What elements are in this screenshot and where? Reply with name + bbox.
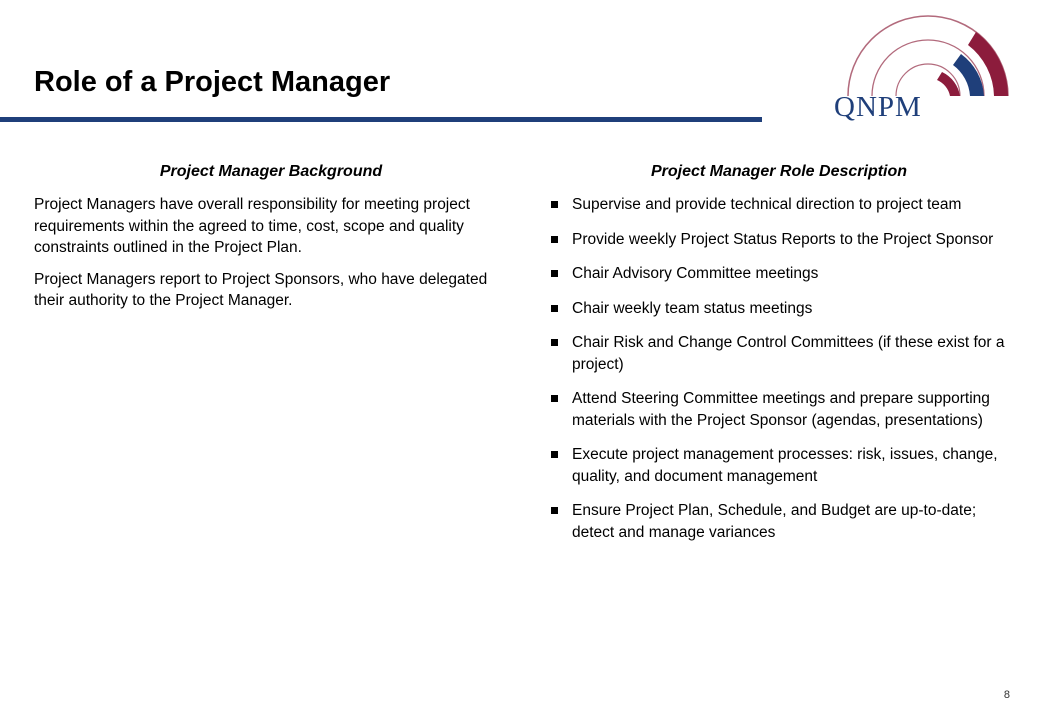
role-bullet-team-meetings xyxy=(548,298,1010,320)
square-bullet-icon xyxy=(551,270,558,277)
bullet-text: Chair Risk and Change Control Committees (if these exist for a project) xyxy=(572,334,1005,373)
role-bullet-steering-committee xyxy=(548,388,1010,431)
bullet-text: Supervise and provide technical direction to project team xyxy=(572,196,962,213)
bullet-text: Attend Steering Committee meetings and prepare supporting materials with the Project Sponsor (agendas, presentations) xyxy=(572,390,990,429)
role-bullet-advisory-committee xyxy=(548,263,1010,285)
square-bullet-icon xyxy=(551,201,558,208)
square-bullet-icon xyxy=(551,451,558,458)
role-bullet-supervise xyxy=(548,194,1010,216)
background-paragraph-responsibility: Project Managers have overall responsibility for meeting project requirements within the agreed to time, cost, scope and quality constraints outlined in the Project Plan. xyxy=(34,196,470,256)
role-bullet-processes xyxy=(548,444,1010,487)
square-bullet-icon xyxy=(551,305,558,312)
role-bullet-status-reports xyxy=(548,229,1010,251)
logo-wordmark: QNPM xyxy=(834,91,922,123)
bullet-text: Chair weekly team status meetings xyxy=(572,299,813,317)
bullet-text: Ensure Project Plan, Schedule, and Budget are up-to-date; detect and manage variances xyxy=(572,502,977,541)
square-bullet-icon xyxy=(551,236,558,243)
page-number: 8 xyxy=(1003,689,1010,701)
background-paragraph-reporting: Project Managers report to Project Sponsors, who have delegated their authority to the Project Manager. xyxy=(34,270,488,309)
title-divider xyxy=(0,117,762,122)
slide-title: Role of a Project Manager xyxy=(34,66,391,98)
bullet-text: Execute project management processes: risk, issues, change, quality, and document management xyxy=(572,446,998,485)
role-bullet-list xyxy=(548,194,1010,543)
role-bullet-risk-change xyxy=(548,332,1010,375)
background-column xyxy=(34,162,508,322)
square-bullet-icon xyxy=(551,507,558,514)
role-description-heading: Project Manager Role Description xyxy=(650,163,908,180)
logo-inner-wedge xyxy=(937,72,960,96)
bullet-text: Provide weekly Project Status Reports to the Project Sponsor xyxy=(572,230,994,248)
square-bullet-icon xyxy=(551,395,558,402)
bullet-text: Chair Advisory Committee meetings xyxy=(572,265,819,282)
role-bullet-plan-variances xyxy=(548,500,1010,543)
background-heading: Project Manager Background xyxy=(159,163,383,180)
square-bullet-icon xyxy=(551,339,558,346)
role-description-column xyxy=(548,162,1010,556)
qnpm-logo xyxy=(826,12,1014,128)
